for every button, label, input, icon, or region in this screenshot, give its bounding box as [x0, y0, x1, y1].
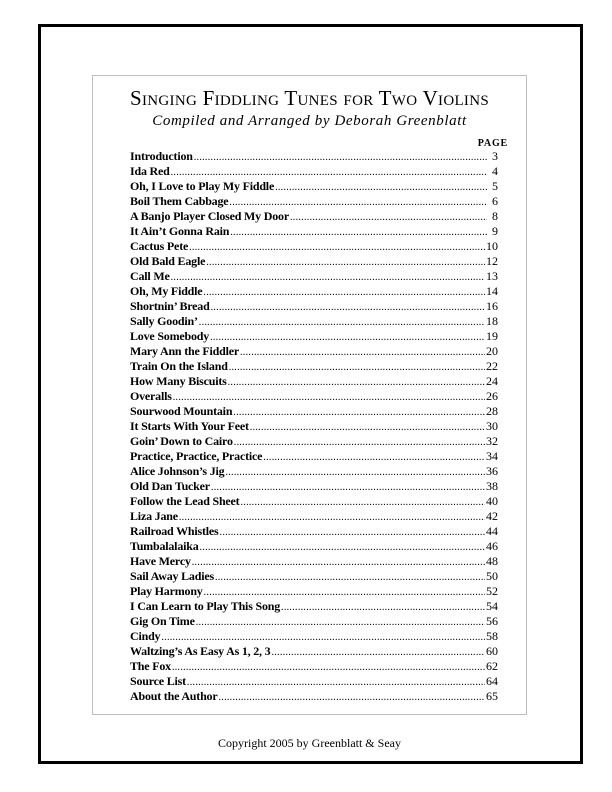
toc-entry-title: Mary Ann the Fiddler: [130, 344, 239, 358]
toc-entry-title: It Ain’t Gonna Rain: [130, 224, 230, 238]
toc-entry[interactable]: [130, 149, 498, 164]
toc-entry-page: 14: [486, 284, 498, 298]
toc-entry[interactable]: [130, 539, 498, 554]
toc-entry-page: 38: [486, 479, 498, 493]
dot-leader: [200, 540, 485, 555]
toc-entry[interactable]: [130, 404, 498, 419]
toc-entry[interactable]: [130, 644, 498, 659]
toc-entry-title: Source List: [130, 674, 186, 688]
toc-entry-page: 42: [486, 509, 498, 523]
book-title: Singing Fiddling Tunes for Two Violins: [130, 86, 489, 110]
dot-leader: [229, 360, 485, 375]
toc-entry-title: Alice Johnson’s Jig: [130, 464, 225, 478]
toc-entry-page: 65: [486, 689, 498, 703]
toc-entry[interactable]: [130, 359, 498, 374]
toc-entry-title: Practice, Practice, Practice: [130, 449, 263, 463]
dot-leader: [229, 195, 487, 210]
toc-entry[interactable]: [130, 269, 498, 284]
toc-entry-page: 16: [486, 299, 498, 313]
dot-leader: [192, 555, 485, 570]
toc-entry-title: Railroad Whistles: [130, 524, 219, 538]
toc-entry-page: 22: [486, 359, 498, 373]
toc-entry-page: 32: [486, 434, 498, 448]
toc-entry-page: 3: [492, 149, 498, 163]
toc-entry-title: Old Dan Tucker: [130, 479, 210, 493]
toc-entry-title: Oh, My Fiddle: [130, 284, 203, 298]
toc-entry-title: A Banjo Player Closed My Door: [130, 209, 289, 223]
toc-entry[interactable]: [130, 599, 498, 614]
toc-entry-page: 36: [486, 464, 498, 478]
toc-entry-title: Shortnin’ Bread: [130, 299, 210, 313]
dot-leader: [173, 390, 485, 405]
toc-entry[interactable]: [130, 584, 498, 599]
toc-entry-page: 52: [486, 584, 498, 598]
toc-entry[interactable]: [130, 509, 498, 524]
toc-entry-title: Sally Goodin’: [130, 314, 198, 328]
toc-entry-page: 20: [486, 344, 498, 358]
dot-leader: [263, 450, 485, 465]
dot-leader: [171, 270, 485, 285]
dot-leader: [189, 240, 485, 255]
toc-entry-page: 64: [486, 674, 498, 688]
toc-entry[interactable]: [130, 209, 498, 224]
toc-entry-title: Goin’ Down to Cairo: [130, 434, 233, 448]
dot-leader: [210, 330, 485, 345]
toc-entry-title: Love Somebody: [130, 329, 210, 343]
toc-entry-page: 26: [486, 389, 498, 403]
dot-leader: [206, 255, 485, 270]
dot-leader: [220, 525, 485, 540]
toc-entry[interactable]: [130, 284, 498, 299]
dot-leader: [240, 495, 485, 510]
toc-entry-title: Ida Red: [130, 164, 170, 178]
toc-entry[interactable]: [130, 689, 498, 704]
dot-leader: [211, 480, 485, 495]
toc-entry-title: Sourwood Mountain: [130, 404, 233, 418]
toc-entry-title: How Many Biscuits: [130, 374, 227, 388]
toc-entry-page: 10: [486, 239, 498, 253]
dot-leader: [179, 510, 485, 525]
dot-leader: [161, 630, 485, 645]
toc-entry-page: 46: [486, 539, 498, 553]
toc-entry-page: 62: [486, 659, 498, 673]
toc-entry-title: Waltzing’s As Easy As 1, 2, 3: [130, 644, 271, 658]
toc-entry-title: Overalls: [130, 389, 172, 403]
toc-entry-page: 13: [486, 269, 498, 283]
toc-entry-page: 8: [492, 209, 498, 223]
copyright-notice: Copyright 2005 by Greenblatt & Seay: [218, 736, 401, 750]
toc-entry-title: The Fox: [130, 659, 171, 673]
dot-leader: [196, 615, 485, 630]
dot-leader: [199, 315, 485, 330]
toc-entry-title: Have Mercy: [130, 554, 191, 568]
toc-entry[interactable]: [130, 179, 498, 194]
toc-entry[interactable]: [130, 239, 498, 254]
dot-leader: [203, 285, 485, 300]
toc-entry[interactable]: [130, 659, 498, 674]
toc-entry[interactable]: [130, 464, 498, 479]
toc-entry[interactable]: [130, 164, 498, 179]
toc-entry[interactable]: [130, 194, 498, 209]
toc-entry-title: About the Author: [130, 689, 218, 703]
toc-entry[interactable]: [130, 479, 498, 494]
toc-entry[interactable]: [130, 344, 498, 359]
toc-entry-title: Sail Away Ladies: [130, 569, 214, 583]
dot-leader: [225, 465, 485, 480]
toc-entry-title: Tumbalalaika: [130, 539, 199, 553]
table-of-contents: [130, 149, 498, 704]
dot-leader: [211, 300, 485, 315]
toc-entry-page: 48: [486, 554, 498, 568]
book-subtitle: Compiled and Arranged by Deborah Greenblatt: [152, 113, 467, 129]
toc-entry[interactable]: [130, 389, 498, 404]
toc-entry-page: 60: [486, 644, 498, 658]
toc-entry[interactable]: [130, 314, 498, 329]
toc-entry[interactable]: [130, 254, 498, 269]
page-column-label: PAGE: [477, 138, 508, 149]
dot-leader: [204, 585, 485, 600]
toc-entry[interactable]: [130, 674, 498, 689]
toc-entry[interactable]: [130, 434, 498, 449]
toc-entry-title: Gig On Time: [130, 614, 195, 628]
dot-leader: [233, 405, 485, 420]
toc-entry[interactable]: [130, 524, 498, 539]
toc-entry-title: Old Bald Eagle: [130, 254, 206, 268]
toc-entry-title: Boil Them Cabbage: [130, 194, 229, 208]
dot-leader: [281, 600, 485, 615]
toc-entry-page: 18: [486, 314, 498, 328]
toc-entry-title: Cactus Pete: [130, 239, 189, 253]
toc-entry-page: 34: [486, 449, 498, 463]
toc-entry[interactable]: [130, 329, 498, 344]
toc-entry-title: Introduction: [130, 149, 193, 163]
toc-entry-title: Cindy: [130, 629, 161, 643]
toc-entry-page: 19: [486, 329, 498, 343]
dot-leader: [228, 375, 485, 390]
toc-entry[interactable]: [130, 569, 498, 584]
toc-entry-title: Play Harmony: [130, 584, 203, 598]
toc-entry-page: 30: [486, 419, 498, 433]
toc-entry[interactable]: [130, 299, 498, 314]
dot-leader: [172, 660, 485, 675]
toc-entry[interactable]: [130, 374, 498, 389]
toc-entry[interactable]: [130, 449, 498, 464]
dot-leader: [230, 225, 487, 240]
dot-leader: [171, 165, 487, 180]
toc-entry[interactable]: [130, 614, 498, 629]
toc-entry-page: 9: [492, 224, 498, 238]
toc-entry-page: 40: [486, 494, 498, 508]
toc-entry[interactable]: [130, 419, 498, 434]
toc-entry-page: 5: [492, 179, 498, 193]
toc-entry-page: 58: [486, 629, 498, 643]
dot-leader: [250, 420, 485, 435]
toc-entry-title: Oh, I Love to Play My Fiddle: [130, 179, 275, 193]
toc-entry-page: 28: [486, 404, 498, 418]
dot-leader: [187, 675, 485, 690]
toc-entry-title: Follow the Lead Sheet: [130, 494, 240, 508]
dot-leader: [290, 210, 487, 225]
toc-entry-page: 6: [492, 194, 498, 208]
toc-entry-page: 12: [486, 254, 498, 268]
toc-entry-page: 44: [486, 524, 498, 538]
toc-entry[interactable]: [130, 494, 498, 509]
dot-leader: [240, 345, 485, 360]
dot-leader: [271, 645, 485, 660]
dot-leader: [218, 690, 485, 705]
toc-entry-title: Call Me: [130, 269, 170, 283]
toc-entry-page: 54: [486, 599, 498, 613]
toc-entry-page: 4: [492, 164, 498, 178]
toc-entry-title: Train On the Island: [130, 359, 228, 373]
toc-entry[interactable]: [130, 554, 498, 569]
toc-entry-page: 56: [486, 614, 498, 628]
dot-leader: [275, 180, 487, 195]
toc-entry-title: Liza Jane: [130, 509, 178, 523]
toc-entry[interactable]: [130, 629, 498, 644]
dot-leader: [215, 570, 485, 585]
toc-entry-title: It Starts With Your Feet: [130, 419, 249, 433]
toc-entry-page: 50: [486, 569, 498, 583]
toc-entry-title: I Can Learn to Play This Song: [130, 599, 281, 613]
toc-entry-page: 24: [486, 374, 498, 388]
dot-leader: [194, 150, 487, 165]
toc-entry[interactable]: [130, 224, 498, 239]
dot-leader: [234, 435, 485, 450]
